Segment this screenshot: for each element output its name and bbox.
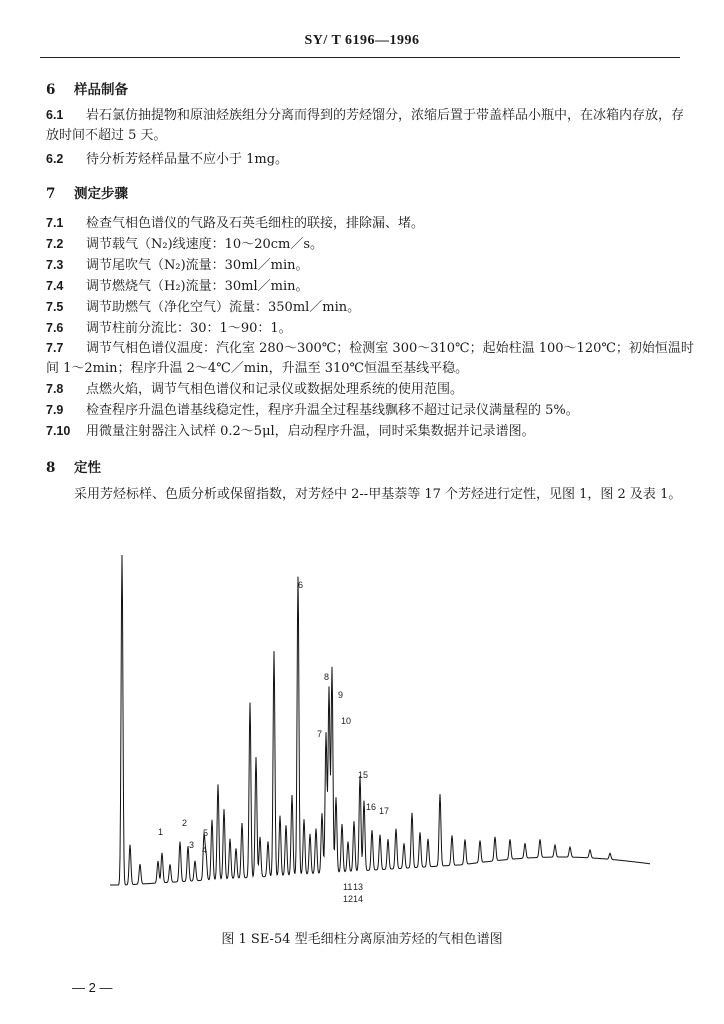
clause-text: 用微量注射器注入试样 0.2～5μl，启动程序升温，同时采集数据并记录谱图。 (86, 424, 535, 439)
clause-number: 6.1 (46, 108, 64, 122)
chromatogram-trace (110, 555, 650, 885)
section-title: 样品制备 (74, 82, 128, 98)
section-8-heading (46, 458, 101, 478)
clause-7-1 (46, 214, 696, 234)
peak-label-8: 8 (324, 672, 330, 682)
standard-code-header: SY/ T 6196—1996 (304, 33, 420, 48)
clause-number: 7.2 (46, 237, 64, 251)
clause-number: 7.5 (46, 300, 64, 314)
peak-label-12: 12 (343, 894, 354, 904)
chromatogram-figure (110, 540, 670, 910)
clause-number: 7.3 (46, 258, 64, 272)
clause-text: 岩石氯仿抽提物和原油烃族组分分离而得到的芳烃馏分，浓缩后置于带盖样品小瓶中，在冰箱内存放，存放时间不超过 5 天。 (46, 108, 685, 143)
peak-label-17: 17 (379, 806, 390, 816)
clause-7-6 (46, 319, 696, 339)
clause-number: 7.10 (46, 424, 71, 438)
page-number: — 2 — (72, 980, 113, 995)
section-title: 定性 (74, 460, 101, 476)
section-6-heading (46, 80, 128, 100)
clause-text: 调节气相色谱仪温度：汽化室 280～300℃；检测室 300～310℃；起始柱温 100～120℃；初始恒温时间 1～2min；程序升温 2～4℃／min，升温至 310℃恒温至基线平稳。 (46, 341, 694, 376)
clause-number: 7.6 (46, 321, 64, 335)
clause-text: 调节尾吹气（N₂)流量：30ml／min。 (86, 258, 309, 273)
clause-text: 点燃火焰，调节气相色谱仪和记录仪或数据处理系统的使用范围。 (86, 382, 464, 397)
clause-7-3 (46, 256, 696, 276)
clause-text: 待分析芳烃样品量不应小于 1mg。 (86, 152, 289, 167)
figure-caption: 图 1 SE-54 型毛细柱分离原油芳烃的气相色谱图 (221, 932, 503, 947)
section-number: 7 (46, 186, 56, 202)
clause-7-8 (46, 380, 696, 400)
clause-7-10 (46, 422, 696, 442)
section-title: 测定步骤 (74, 186, 128, 202)
clause-text: 检查程序升温色谱基线稳定性，程序升温全过程基线飘移不超过记录仪满量程的 5%。 (86, 403, 579, 418)
peak-label-4: 4 (202, 845, 208, 855)
clause-7-7 (46, 339, 696, 378)
clause-6-2 (46, 150, 696, 170)
clause-7-9 (46, 401, 696, 421)
clause-number: 6.2 (46, 152, 64, 166)
peak-label-5: 5 (203, 828, 209, 838)
peak-label-9: 9 (338, 690, 344, 700)
peak-label-10: 10 (341, 716, 352, 726)
clause-text: 调节助燃气（净化空气）流量：350ml／min。 (86, 300, 361, 315)
clause-7-5 (46, 298, 696, 318)
peak-label-14: 14 (353, 894, 364, 904)
clause-number: 7.9 (46, 403, 64, 417)
clause-number: 7.7 (46, 341, 64, 355)
peak-label-3: 3 (189, 840, 195, 850)
clause-text: 调节载气（N₂)线速度：10～20cm／s。 (86, 237, 324, 252)
peak-label-7: 7 (317, 729, 323, 739)
peak-label-2: 2 (182, 818, 188, 828)
peak-label-16: 16 (366, 802, 377, 812)
section-number: 8 (46, 460, 56, 476)
peak-label-6: 6 (298, 580, 304, 590)
peak-label-11: 11 (343, 882, 353, 892)
section-7-heading (46, 184, 128, 204)
clause-number: 7.1 (46, 216, 64, 230)
section-8-paragraph: 采用芳烃标样、色质分析或保留指数，对芳烃中 2--甲基萘等 17 个芳烃进行定性，见图 1，图 2 及表 1。 (74, 487, 682, 502)
clause-number: 7.8 (46, 382, 64, 396)
clause-7-2 (46, 235, 696, 255)
clause-text: 调节燃烧气（H₂)流量：30ml／min。 (86, 279, 309, 294)
peak-label-1: 1 (158, 827, 164, 837)
chromatogram-plot (110, 540, 670, 910)
section-number: 6 (46, 82, 56, 98)
peak-label-13: 13 (353, 882, 364, 892)
clause-6-1 (46, 106, 696, 145)
header-divider (40, 57, 680, 58)
clause-7-4 (46, 277, 696, 297)
peak-label-15: 15 (358, 770, 369, 780)
clause-number: 7.4 (46, 279, 64, 293)
clause-text: 检查气相色谱仪的气路及石英毛细柱的联接，排除漏、堵。 (86, 216, 425, 231)
clause-text: 调节柱前分流比：30：1～90：1。 (86, 321, 292, 336)
